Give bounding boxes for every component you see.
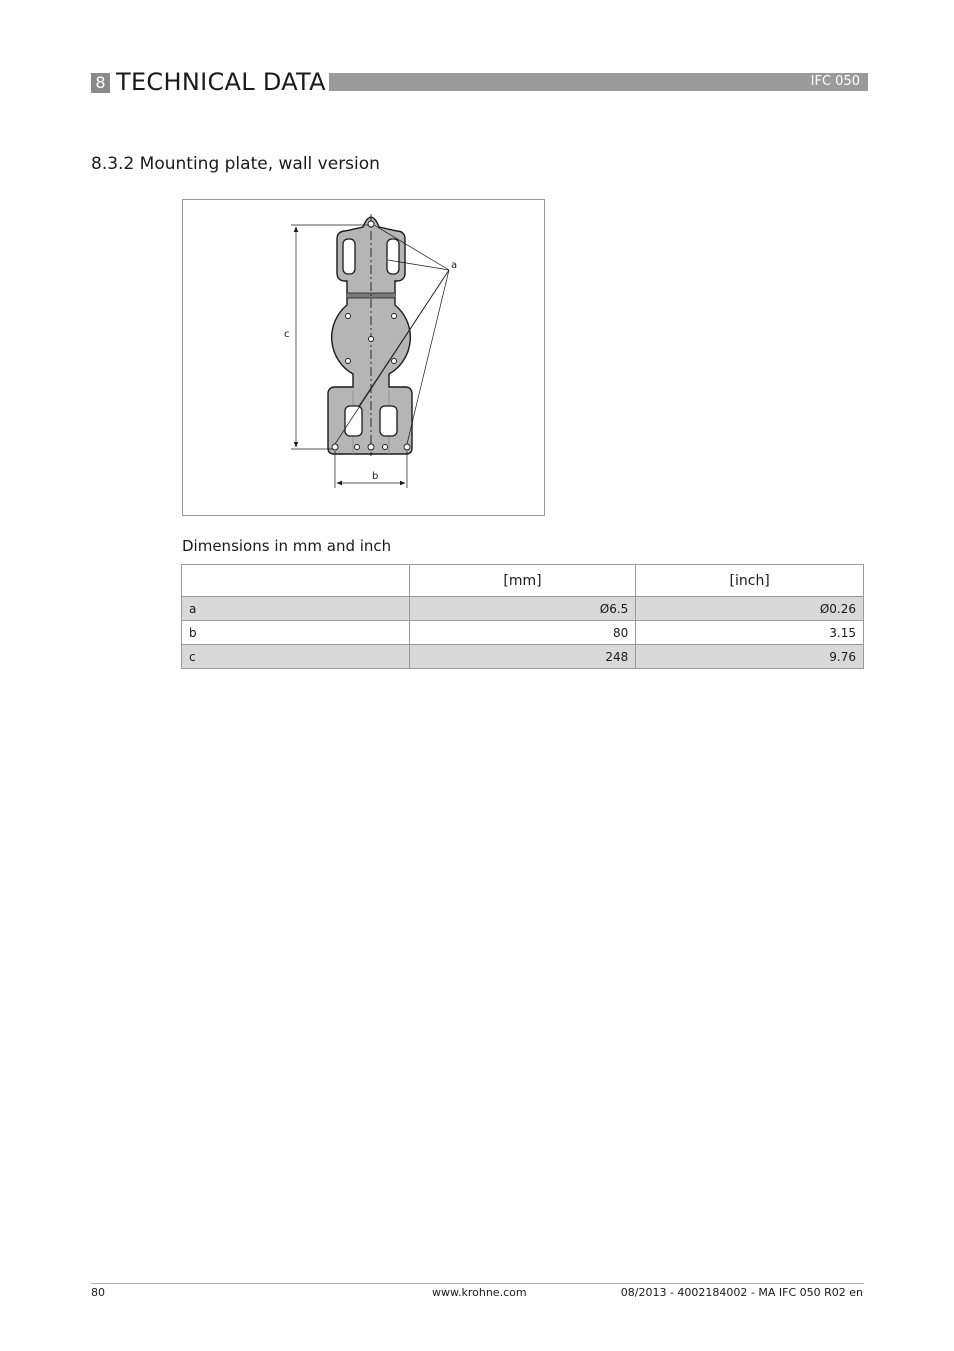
lower-slot-left bbox=[345, 406, 362, 436]
page-number: 80 bbox=[91, 1286, 105, 1299]
row-inch: 9.76 bbox=[636, 645, 864, 669]
dimensions-table bbox=[181, 564, 864, 669]
table-header-row bbox=[182, 565, 864, 597]
row-mm: 248 bbox=[409, 645, 636, 669]
upper-slot-right bbox=[387, 239, 399, 274]
row-label: a bbox=[182, 597, 410, 621]
footer-doc-ref: 08/2013 - 4002184002 - MA IFC 050 R02 en bbox=[620, 1286, 863, 1299]
section-title: 8.3.2 Mounting plate, wall version bbox=[91, 154, 380, 174]
header-empty bbox=[182, 565, 410, 597]
row-mm: 80 bbox=[409, 621, 636, 645]
label-c: c bbox=[284, 329, 290, 340]
product-name: IFC 050 bbox=[810, 74, 860, 89]
footer-divider bbox=[91, 1283, 864, 1284]
label-b: b bbox=[372, 471, 379, 482]
chapter-title: TECHNICAL DATA bbox=[116, 68, 326, 96]
mounting-plate-drawing bbox=[183, 200, 546, 517]
row-label: c bbox=[182, 645, 410, 669]
table-row bbox=[182, 621, 864, 645]
row-inch: 3.15 bbox=[636, 621, 864, 645]
dimension-b bbox=[335, 451, 407, 488]
header-bar bbox=[329, 73, 868, 91]
upper-slot-left bbox=[343, 239, 355, 274]
mounting-plate-figure bbox=[182, 199, 545, 516]
lower-slot-right bbox=[380, 406, 397, 436]
label-a: a bbox=[451, 260, 458, 271]
table-row bbox=[182, 597, 864, 621]
header-inch: [inch] bbox=[636, 565, 864, 597]
chapter-number: 8 bbox=[91, 73, 110, 93]
table-caption: Dimensions in mm and inch bbox=[182, 537, 392, 555]
row-inch: Ø0.26 bbox=[636, 597, 864, 621]
page-header bbox=[91, 70, 868, 96]
row-mm: Ø6.5 bbox=[409, 597, 636, 621]
row-label: b bbox=[182, 621, 410, 645]
header-mm: [mm] bbox=[409, 565, 636, 597]
footer-website: www.krohne.com bbox=[432, 1286, 527, 1299]
table-row bbox=[182, 645, 864, 669]
